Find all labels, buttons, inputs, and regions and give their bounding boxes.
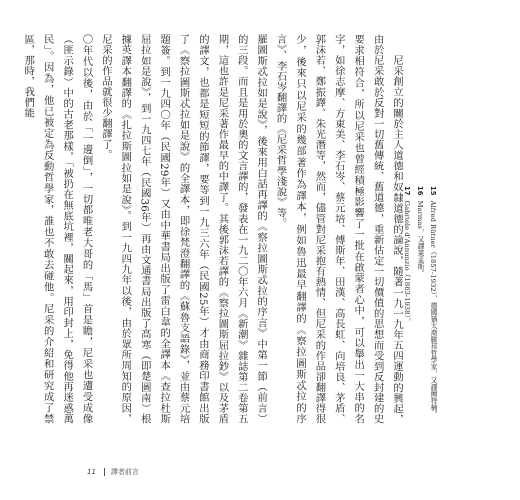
footnote-text: Gabriele d'Annunzio（1863-1938）。 bbox=[403, 200, 411, 325]
footnote-number: 16 bbox=[416, 186, 424, 196]
page-number: 11 bbox=[87, 468, 96, 476]
body-text bbox=[22, 34, 406, 424]
footnote-17 bbox=[401, 186, 412, 422]
footnote-number: 17 bbox=[403, 186, 411, 196]
body-paragraph-2: 羅圖斯忒拉如是說》，後來用白話再譯的《察拉圖斯忒拉的序言》中第一節（前言）的三段。而且是用於奧的文言譯的，發表在一九二〇年六月《新潮》雜誌第二卷第五期，這也許是尼采著作最早的中譯了。其後郭沫若譯的《察拉圖斯屈拉鈔》以及茅盾的譯文，也都是短短的節譯，要等到一九三六年（民國25年）才由商務印書館出版了《察拉圖斯忒拉如是說》的全譯本，即徐梵澄翻譯的《蘇魯支語錄》，並由蔡元培題簽。到一九四〇年（民國29年）又由中華書局出版了雷白韋的全譯本《查拉杜斯屈拉如是說》，到一九四七年（民國36年）再由文通書局出版了高寒（即楚圖南）根據英譯本翻譯的《扎拉斯圖拉如是說》。到一九四九年以後，由於眾所周知的原因，尼采的作品就很少翻譯了。 bbox=[99, 34, 268, 424]
footnotes bbox=[378, 186, 438, 422]
footer-divider bbox=[104, 468, 105, 476]
body-paragraph-1: 尼采創立的關於主人道德和奴隸道德的論說，隨著一九一九年五四運動的興起，由於尼采敢於反對一切舊傳統、舊道德，重新估定一切價值的思想而受到反封建的史要求相符合，所以尼采也曾經積極影響了一批在啟蒙者心中，可以舉出一大串的名字，如徐志摩、方東美、李石岑、蔡元培、傅斯年、田漢、高長虹、向培良、茅盾、郭沫若、鄭振鐸、朱光潛等，然而，儘管對尼采抱有熱情、但尼采的作品卻翻譯得很少，後來只以尼采的幾部著作為譯本，例如魯迅最早翻譯的《察拉圖斯忒拉的序言》、李石岑翻譯的《尼采哲學淺說》等。 bbox=[274, 34, 403, 424]
footnote-16 bbox=[414, 186, 425, 422]
body-paragraph-3: 〇年代以後，由於「一邊倒」，一切都唯老大哥的「馬」首是瞻，尼采也遭受成像（匪示錄）中的古老那樣，「被扔在無底坑裡，關起來，用印封上，免得他再迷惑萬民」。因為，他已被定為反動哲學家，誰也不敢去碰他。尼采的介紹和研究成了禁區，那時，我們能 bbox=[22, 34, 93, 424]
running-head: 譯者前言 bbox=[110, 468, 139, 476]
footnote-text: Marmas，又譯萊孟斯。 bbox=[416, 200, 424, 277]
footnote-number: 15 bbox=[429, 186, 437, 196]
footnote-15 bbox=[427, 186, 438, 422]
page-footer bbox=[87, 466, 139, 478]
footnote-text: Alfred Rütner（1857-1932），德國猶太裔聯邦哲學家，又譯爾特楠。 bbox=[429, 200, 437, 418]
